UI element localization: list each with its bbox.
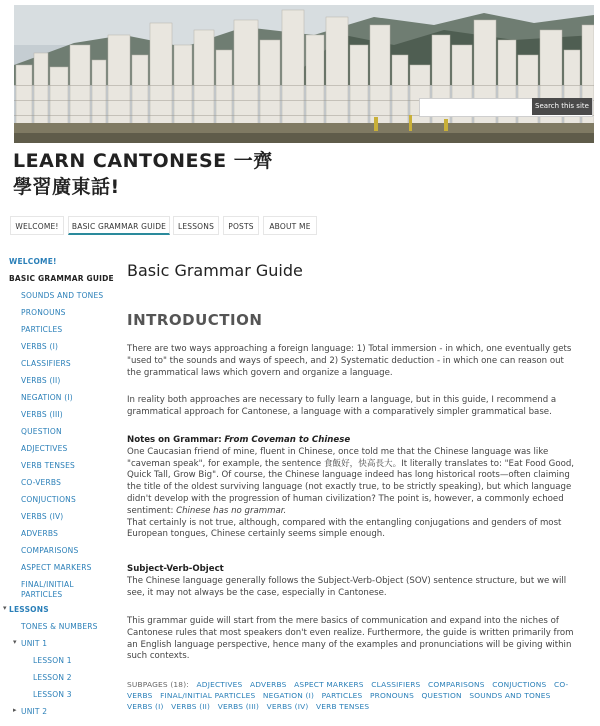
sidebar-item-co-verbs[interactable]: CO-VERBS bbox=[21, 478, 62, 487]
subpages-list bbox=[127, 680, 575, 712]
site-title-line1: LEARN CANTONESE 一齊 bbox=[13, 150, 273, 172]
sidebar-item-verbs-iv[interactable]: VERBS (IV) bbox=[21, 512, 64, 521]
sidebar-item-sounds-and-tones[interactable]: SOUNDS AND TONES bbox=[21, 291, 104, 300]
subpage-link[interactable]: VERBS (I) bbox=[127, 701, 164, 711]
paragraph-6: This grammar guide will start from the mere basics of communication and expand into the niches of Cantonese rules that most speakers don't even realize. Furthermore, the guide is written primarily from an English language perspective, hence many of the examples and pronunciations will be giving within such contexts. bbox=[127, 616, 574, 662]
site-title bbox=[13, 148, 313, 200]
sidebar-item-welcome[interactable]: WELCOME! bbox=[9, 257, 57, 266]
paragraph-2: In reality both approaches are necessary to fully learn a language, but in this guide, I recommend a grammatical approach for Cantonese, a language with a comparatively simpler grammatical base. bbox=[127, 395, 557, 417]
subpage-link[interactable]: COMPARISONS bbox=[428, 680, 485, 689]
sidebar-item-conjuctions[interactable]: CONJUCTIONS bbox=[21, 495, 76, 504]
subpage-link[interactable]: CONJUCTIONS bbox=[492, 680, 547, 689]
subpage-link[interactable]: VERBS (IV) bbox=[266, 701, 309, 711]
subpage-link[interactable]: SOUNDS AND TONES bbox=[469, 690, 551, 700]
sidebar-item-verb-tenses[interactable]: VERB TENSES bbox=[21, 461, 76, 470]
subpage-link[interactable]: ADJECTIVES bbox=[196, 680, 243, 689]
city-skyline-image bbox=[14, 5, 594, 143]
subpage-link[interactable]: VERBS (III) bbox=[217, 701, 260, 711]
sidebar-item-lesson-3[interactable]: LESSON 3 bbox=[33, 690, 72, 699]
notes-label: Notes on Grammar: bbox=[127, 435, 222, 445]
top-nav bbox=[10, 216, 590, 236]
paragraph-1: There are two ways approaching a foreign language: 1) Total immersion - in which, one eventually gets "used to" the sounds and ways of speech, and 2) Systematic deduction - in which one can reason out the grammatical laws which govern and organize a language. bbox=[127, 344, 572, 378]
tab-about-me[interactable]: ABOUT ME bbox=[263, 216, 317, 235]
subpage-link[interactable]: NEGATION (I) bbox=[262, 690, 315, 700]
sidebar-item-adjectives[interactable]: ADJECTIVES bbox=[21, 444, 68, 453]
collapse-arrow-icon[interactable]: ▾ bbox=[13, 638, 17, 646]
tab-posts[interactable]: POSTS bbox=[223, 216, 259, 235]
subpage-link[interactable]: QUESTION bbox=[421, 690, 462, 700]
sidebar-item-verbs-iii[interactable]: VERBS (III) bbox=[21, 410, 63, 419]
paragraph-5: The Chinese language generally follows the Subject-Verb-Object (SOV) sentence structure, but we will see, it may not always be the case, especially in Cantonese. bbox=[127, 575, 567, 598]
sidebar-item-verbs-i[interactable]: VERBS (I) bbox=[21, 342, 59, 351]
tab-lessons[interactable]: LESSONS bbox=[173, 216, 219, 235]
tab-basic-grammar-guide[interactable]: BASIC GRAMMAR GUIDE bbox=[68, 216, 170, 235]
sidebar-item-final-initial-particles[interactable]: FINAL/INITIAL PARTICLES bbox=[21, 580, 74, 599]
svo-block bbox=[127, 564, 575, 599]
sidebar-item-particles[interactable]: PARTICLES bbox=[21, 325, 63, 334]
paragraph-4: That certainly is not true, although, compared with the entangling conjugations and genders of most European tongues, Chinese certainly seems simple enough. bbox=[127, 517, 562, 540]
subpage-link[interactable]: PRONOUNS bbox=[369, 690, 414, 700]
sidebar-item-lesson-1[interactable]: LESSON 1 bbox=[33, 656, 72, 665]
notes-block bbox=[127, 435, 575, 541]
sidebar-item-classifiers[interactable]: CLASSIFIERS bbox=[21, 359, 71, 368]
sidebar-item-comparisons[interactable]: COMPARISONS bbox=[21, 546, 79, 555]
sidebar-item-pronouns[interactable]: PRONOUNS bbox=[21, 308, 66, 317]
expand-arrow-icon[interactable]: ▸ bbox=[13, 706, 17, 714]
search-button[interactable]: Search this site bbox=[532, 98, 592, 115]
notes-subtitle: From Coveman to Chinese bbox=[224, 435, 351, 445]
collapse-arrow-icon[interactable]: ▾ bbox=[3, 604, 7, 612]
sidebar-item-aspect-markers[interactable]: ASPECT MARKERS bbox=[21, 563, 92, 572]
section-heading: INTRODUCTION bbox=[127, 311, 263, 329]
paragraph-3-italic: Chinese has no grammar. bbox=[176, 505, 287, 516]
subpage-link[interactable]: ADVERBS bbox=[249, 680, 287, 689]
sidebar-item-unit-2[interactable]: UNIT 2 bbox=[21, 707, 48, 716]
subpage-link[interactable]: CO-VERBS bbox=[127, 680, 569, 700]
subpages-label: SUBPAGES (18): bbox=[127, 680, 189, 689]
svo-heading: Subject-Verb-Object bbox=[127, 564, 224, 574]
site-title-line2: 學習廣東話! bbox=[13, 176, 120, 198]
sidebar-item-negation-i[interactable]: NEGATION (I) bbox=[21, 393, 73, 402]
sidebar-item-unit-1[interactable]: UNIT 1 bbox=[21, 639, 48, 648]
sidebar-item-lessons[interactable]: LESSONS bbox=[9, 605, 49, 614]
header-banner-image bbox=[14, 5, 594, 143]
sidebar-item-tones-numbers[interactable]: TONES & NUMBERS bbox=[21, 622, 98, 631]
sidebar-item-lesson-2[interactable]: LESSON 2 bbox=[33, 673, 72, 682]
subpage-link[interactable]: ASPECT MARKERS bbox=[294, 680, 364, 689]
subpage-link[interactable]: VERBS (II) bbox=[171, 701, 211, 711]
sidebar-item-verbs-ii[interactable]: VERBS (II) bbox=[21, 376, 61, 385]
tab-welcome[interactable]: WELCOME! bbox=[10, 216, 64, 235]
subpage-link[interactable]: FINAL/INITIAL PARTICLES bbox=[160, 690, 256, 700]
subpage-link[interactable]: PARTICLES bbox=[321, 690, 363, 700]
sidebar-item-question[interactable]: QUESTION bbox=[21, 427, 62, 436]
page-title: Basic Grammar Guide bbox=[127, 261, 303, 280]
subpage-link[interactable]: VERB TENSES bbox=[316, 701, 370, 711]
paragraph-3: One Caucasian friend of mine, fluent in Chinese, once told me that the Chinese language was like "caveman speak", for example, the sentence 食飯好，快高長大。It literally translates to: "Eat Food Good, Quick Tall, Grow Big". Of course, the Chinese language indeed has long historical roots—often claiming the title of the oldest surviving language (not exactly true, to be strictly speaking), but which language didn't develop with the progression of human civilization? The point is, however, a commonly echoed sentiment: bbox=[127, 446, 575, 516]
sidebar-item-basic-grammar-guide[interactable]: BASIC GRAMMAR GUIDE bbox=[9, 274, 114, 283]
sidebar-item-adverbs[interactable]: ADVERBS bbox=[21, 529, 59, 538]
subpage-link[interactable]: CLASSIFIERS bbox=[371, 680, 421, 689]
